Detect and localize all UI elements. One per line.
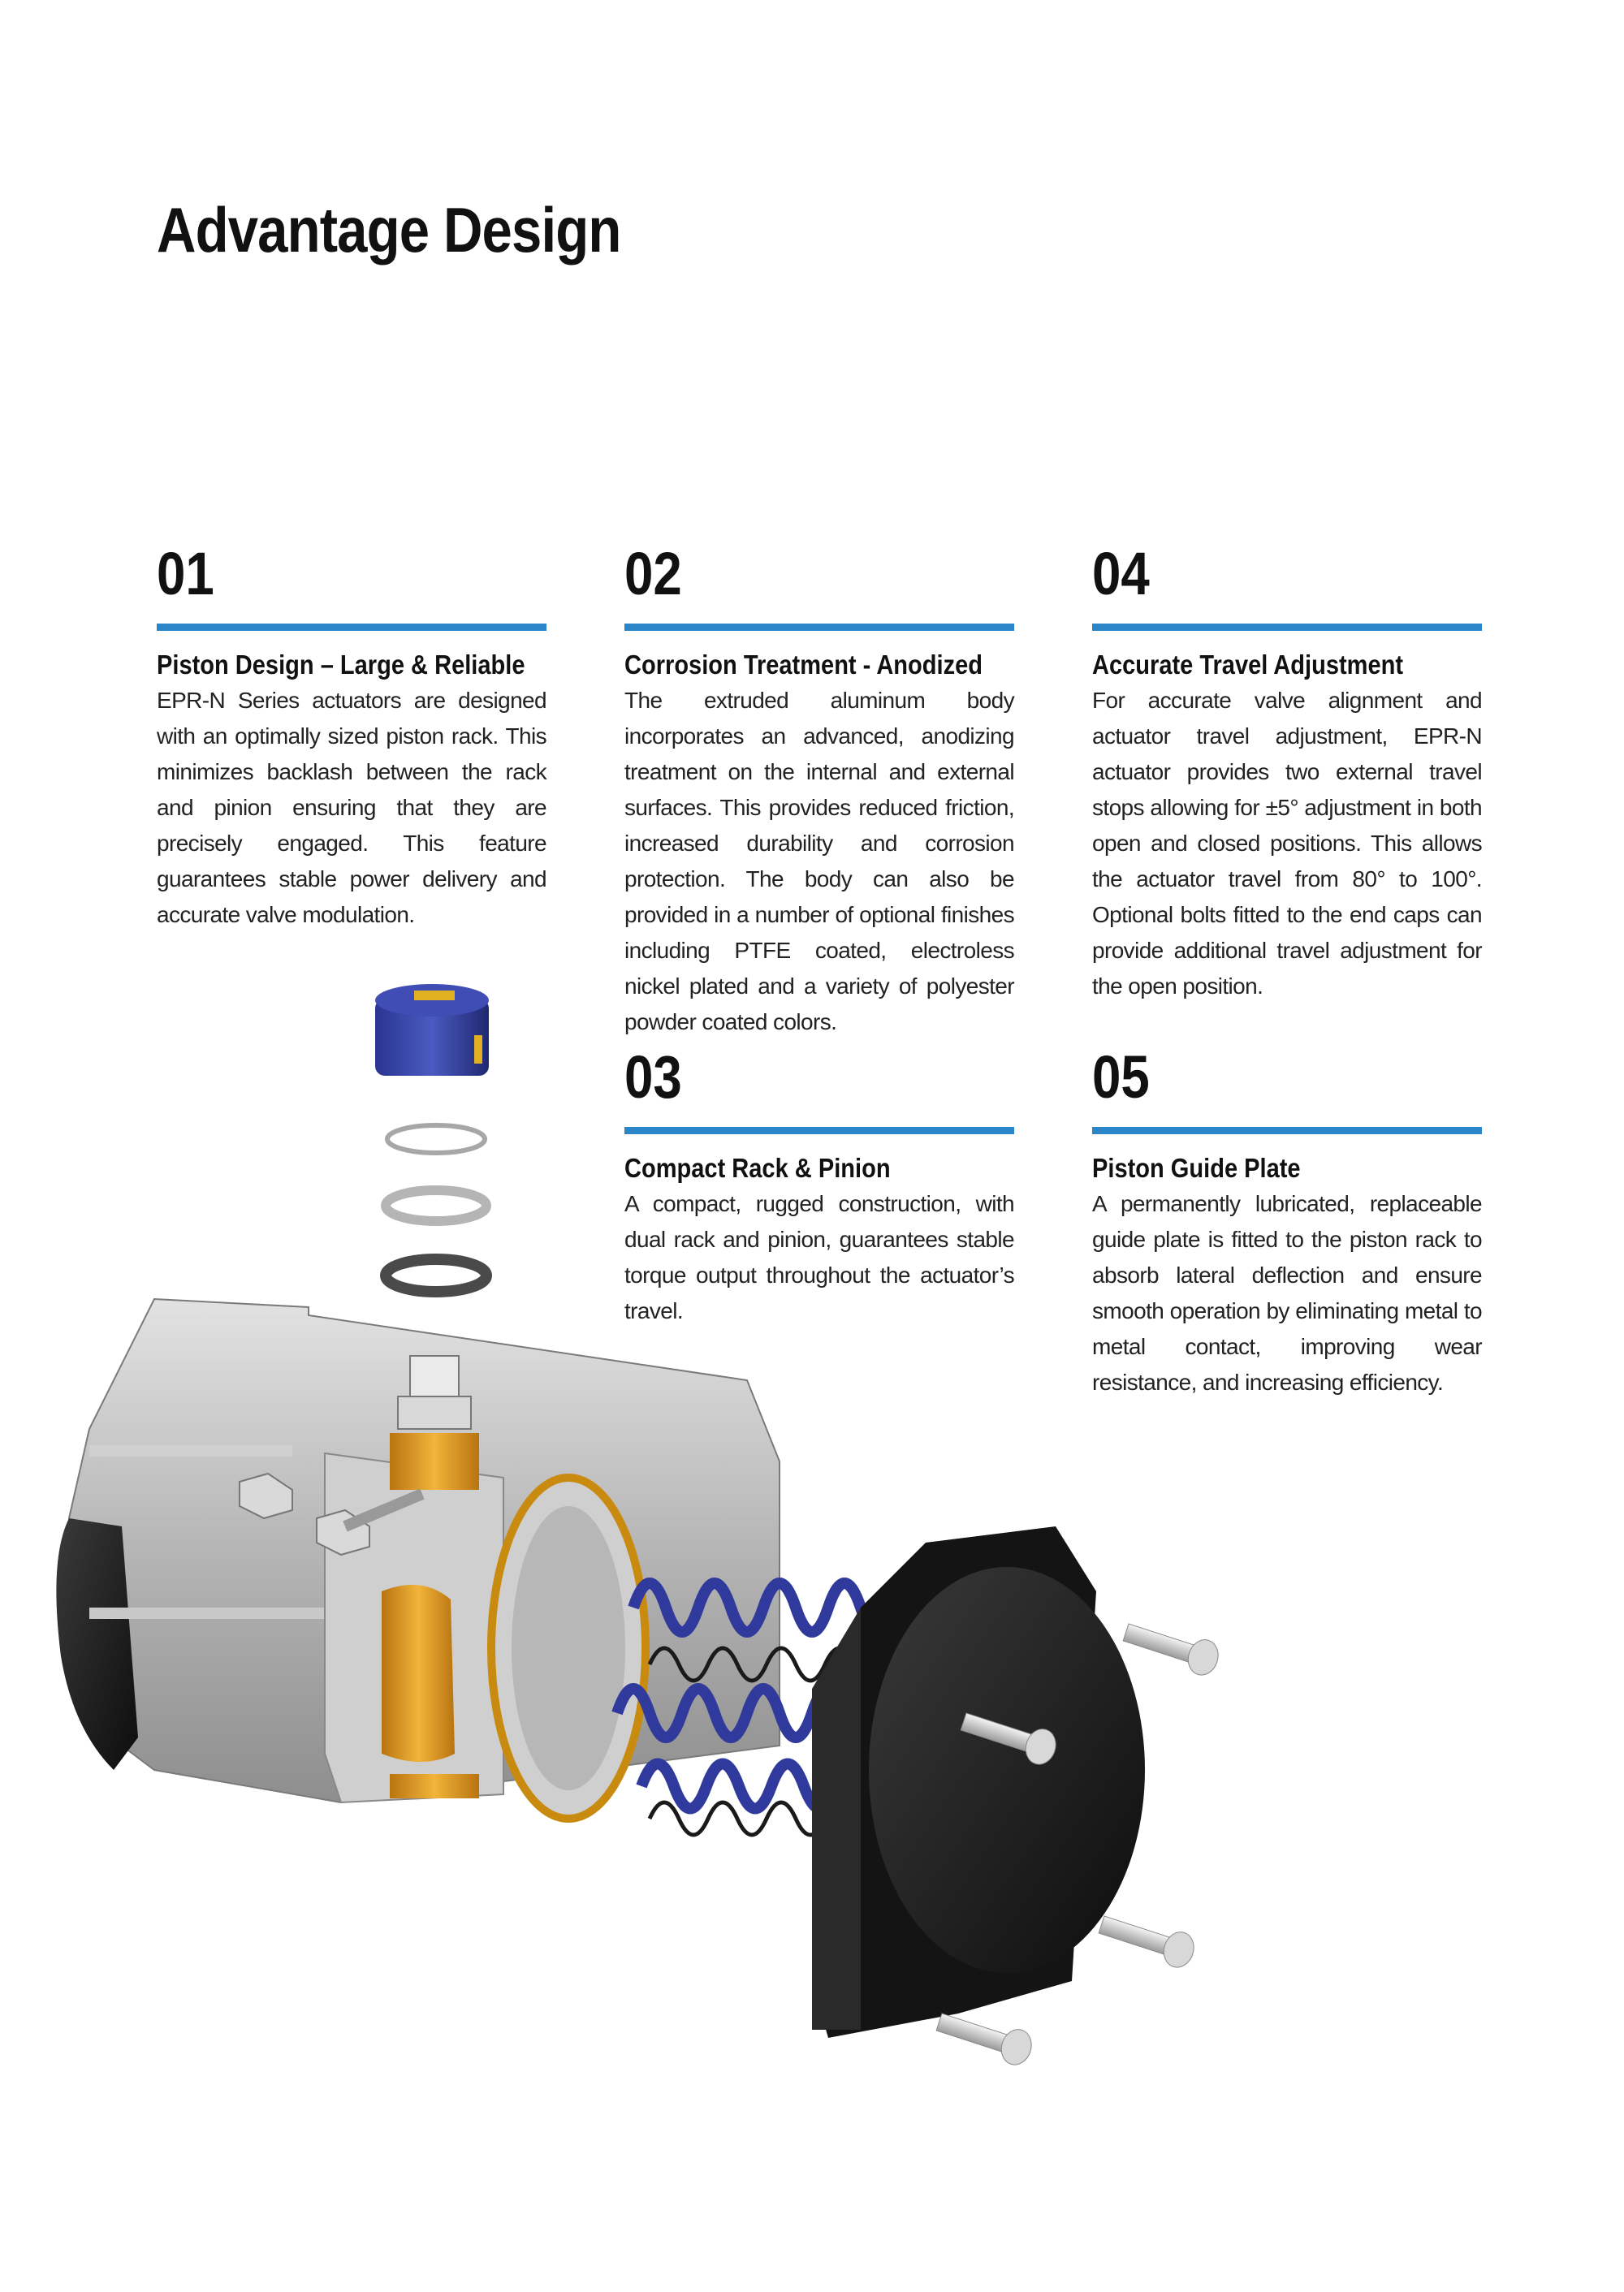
feature-number: 04 — [1092, 540, 1150, 607]
feature-heading: Piston Guide Plate — [1092, 1153, 1301, 1183]
feature-body: The extruded aluminum body incorporates an advanced, anodizing treatment on the internal and external surfaces. This provides reduced friction, increased durability and corrosion protection. The body can also be provided in a number of optional finishes including PTFE coated, electroless nickel plated and a variety of polyester powder coated colors. — [624, 688, 1014, 1034]
feature-heading: Piston Design – Large & Reliable — [157, 650, 525, 680]
feature-body: EPR-N Series actuators are designed with an optimally sized piston rack. This minimizes backlash between the rack and pinion ensuring that they are precisely engaged. This feature guarantees stable power delivery and accurate valve modulation. — [157, 688, 546, 927]
feature-body: A compact, rugged construction, with dual rack and pinion, guarantees stable torque output throughout the actuator’s travel. — [624, 1191, 1014, 1323]
feature-heading: Compact Rack & Pinion — [624, 1153, 891, 1183]
feature-04 — [1092, 540, 1482, 1004]
feature-01 — [157, 540, 546, 933]
feature-number: 03 — [624, 1043, 682, 1111]
feature-heading: Corrosion Treatment - Anodized — [624, 650, 983, 680]
feature-divider — [624, 624, 1014, 631]
feature-divider — [157, 624, 546, 631]
position-indicator-cap — [375, 984, 489, 1076]
thrust-washers — [386, 1125, 486, 1292]
feature-number: 01 — [157, 540, 214, 607]
actuator-exploded-illustration — [0, 958, 1624, 2143]
feature-heading: Accurate Travel Adjustment — [1092, 650, 1404, 680]
feature-divider — [1092, 624, 1482, 631]
feature-number: 02 — [624, 540, 682, 607]
feature-body: A permanently lubricated, replaceable guide plate is fitted to the piston rack to absorb lateral deflection and ensure smooth operation by eliminating metal to metal contact, improving wear resistance, and increasing efficiency. — [1092, 1191, 1482, 1395]
feature-body: For accurate valve alignment and actuator travel adjustment, EPR-N actuator provides two external travel stops allowing for ±5° adjustment in both open and closed positions. This allows the actuator travel from 80° to 100°. Optional bolts fitted to the end caps can provide additional travel adjustment for the open position. — [1092, 688, 1482, 999]
feature-number: 05 — [1092, 1043, 1150, 1111]
page-title: Advantage Design — [157, 194, 621, 265]
